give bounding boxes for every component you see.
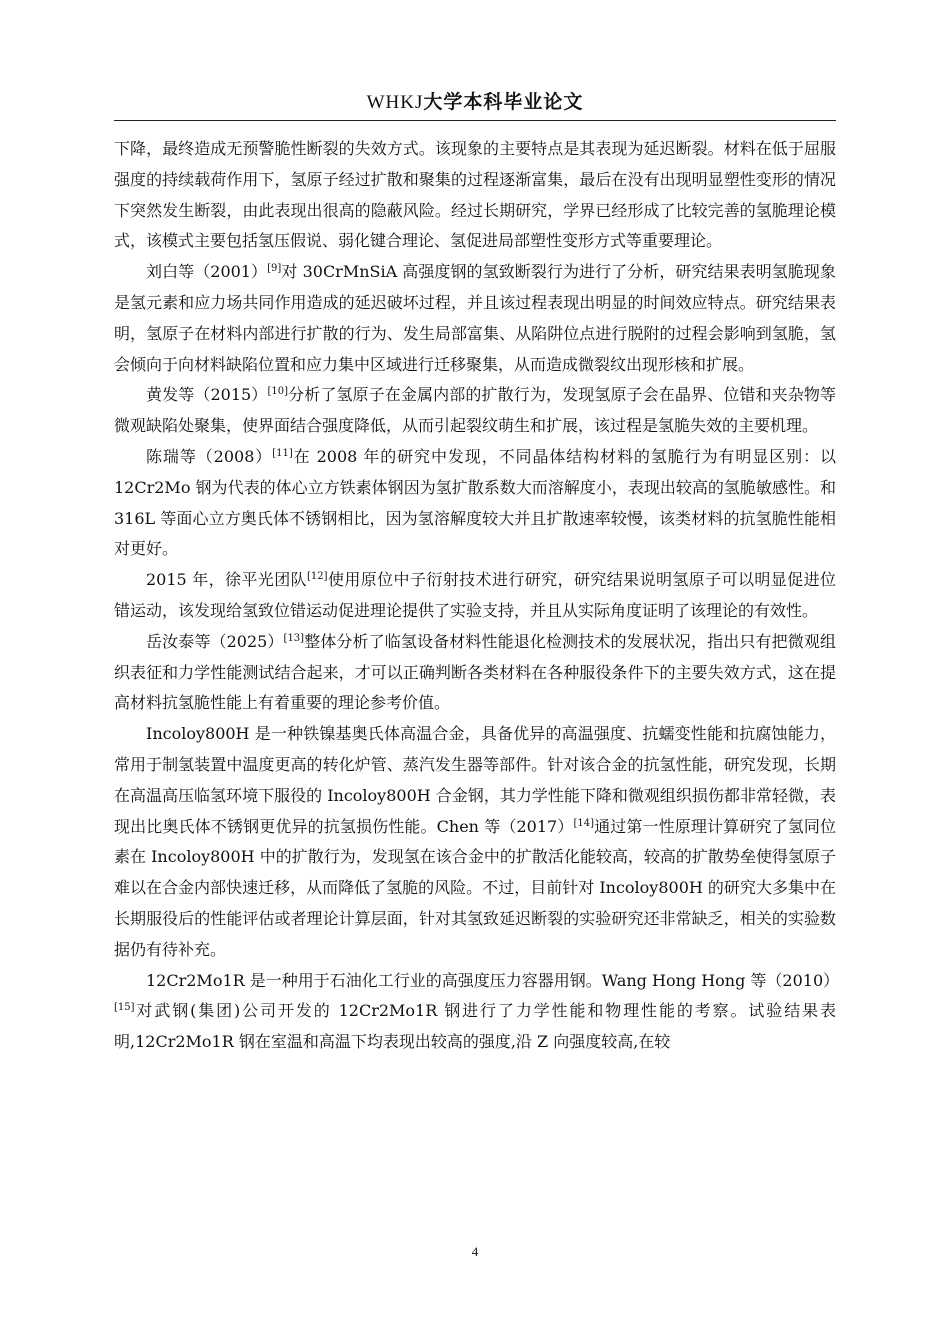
citation-ref: [15] [114, 1002, 135, 1014]
citation-ref: [9] [267, 263, 282, 275]
paragraph-text: 整体分析了临氢设备材料性能退化检测技术的发展状况，指出只有把微观组织表征和力学性能测试结合起来，才可以正确判断各类材料在各种服役条件下的主要失效方式，这在提高材料抗氢脆性能上有着重要的理论参考价值。 [114, 631, 836, 713]
citation-ref: [11] [272, 447, 293, 459]
paragraph-text: 分析了氢原子在金属内部的扩散行为，发现氢原子会在晶界、位错和夹杂物等微观缺陷处聚集，使界面结合强度降低，从而引起裂纹萌生和扩展，该过程是氢脆失效的主要机理。 [114, 385, 836, 436]
paragraph-text: Incoloy800H 是一种铁镍基奥氏体高温合金，具备优异的高温强度、抗蠕变性能和抗腐蚀能力，常用于制氢装置中温度更高的转化炉管、蒸汽发生器等部件。针对该合金的抗氢性能，研究发现，长期在高温高压临氢环境下服役的 Incoloy800H 合金钢，其力学性能下降和微观组织损伤都非常轻微，表现出比奥氏体不锈钢更优异的抗氢损伤性能。Chen 等（2017） [114, 724, 836, 836]
citation-ref: [12] [307, 571, 328, 583]
paragraph [114, 134, 836, 257]
paragraph [114, 442, 836, 565]
page-number: 4 [471, 1244, 479, 1259]
paragraph-text: 下降，最终造成无预警脆性断裂的失效方式。该现象的主要特点是其表现为延迟断裂。材料在低于屈服强度的持续载荷作用下，氢原子经过扩散和聚集的过程逐渐富集，最后在没有出现明显塑性变形的情况下突然发生断裂，由此表现出很高的隐蔽风险。经过长期研究，学界已经形成了比较完善的氢脆理论模式，该模式主要包括氢压假说、弱化键合理论、氢促进局部塑性变形方式等重要理论。 [114, 139, 836, 251]
paragraph [114, 380, 836, 442]
paragraph [114, 966, 840, 1058]
header-code: WHKJ [366, 92, 424, 113]
paragraph [114, 627, 836, 719]
paragraph-text: 使用原位中子衍射技术进行研究，研究结果说明氢原子可以明显促进位错运动，该发现给氢致位错运动促进理论提供了实验支持，并且从实际角度证明了该理论的有效性。 [114, 570, 836, 620]
paragraph-text: 12Cr2Mo1R 是一种用于石油化工行业的高强度压力容器用钢。Wang Hong Hong 等（2010） [146, 970, 840, 990]
paragraph-text: 2015 年，徐平光团队 [146, 570, 308, 590]
paragraph-text: 陈瑞等（2008） [146, 446, 273, 466]
page-header [0, 90, 950, 115]
paragraph [114, 719, 836, 965]
paragraph-text: 通过第一性原理计算研究了氢同位素在 Incoloy800H 中的扩散行为，发现氢在该合金中的扩散活化能较高，较高的扩散势垒使得氢原子难以在合金内部快速迁移，从而降低了氢脆的风险。不过，目前针对 Incoloy800H 的研究大多集中在长期服役后的性能评估或者理论计算层面，针对其氢致延迟断裂的实验研究还非常缺乏，相关的实验数据仍有待补充。 [114, 816, 836, 959]
paragraph-text: 在 2008 年的研究中发现，不同晶体结构材料的氢脆行为有明显区别：以 12Cr2Mo 钢为代表的体心立方铁素体钢因为氢扩散系数大而溶解度小，表现出较高的氢脆敏感性。和 316L 等面心立方奥氏体不锈钢相比，因为氢溶解度较大并且扩散速率较慢，该类材料的抗氢脆性能相对更好。 [114, 446, 836, 559]
paragraph-text: 对武钢(集团)公司开发的 12Cr2Mo1R 钢进行了力学性能和物理性能的考察。试验结果表明,12Cr2Mo1R 钢在室温和高温下均表现出较高的强度,沿 Z 向强度较高,在较 [114, 1001, 836, 1052]
citation-ref: [13] [283, 632, 305, 644]
citation-ref: [14] [573, 817, 594, 829]
header-divider [114, 120, 836, 121]
paragraph-text: 岳汝泰等（2025） [146, 631, 284, 651]
citation-ref: [10] [267, 386, 288, 398]
header-title: 大学本科毕业论文 [423, 91, 584, 113]
paragraph-text: 对 30CrMnSiA 高强度钢的氢致断裂行为进行了分析，研究结果表明氢脆现象是氢元素和应力场共同作用造成的延迟破坏过程，并且该过程表现出明显的时间效应特点。研究结果表明，氢原子在材料内部进行扩散的行为、发生局部富集、从陷阱位点进行脱附的过程会影响到氢脆，氢会倾向于向材料缺陷位置和应力集中区域进行迁移聚集，从而造成微裂纹出现形核和扩展。 [114, 262, 836, 374]
paragraph [114, 257, 836, 380]
paragraph-text: 黄发等（2015） [146, 385, 268, 405]
body-text [114, 134, 840, 1058]
paragraph [114, 565, 836, 627]
paragraph-text: 刘白等（2001） [146, 262, 268, 282]
